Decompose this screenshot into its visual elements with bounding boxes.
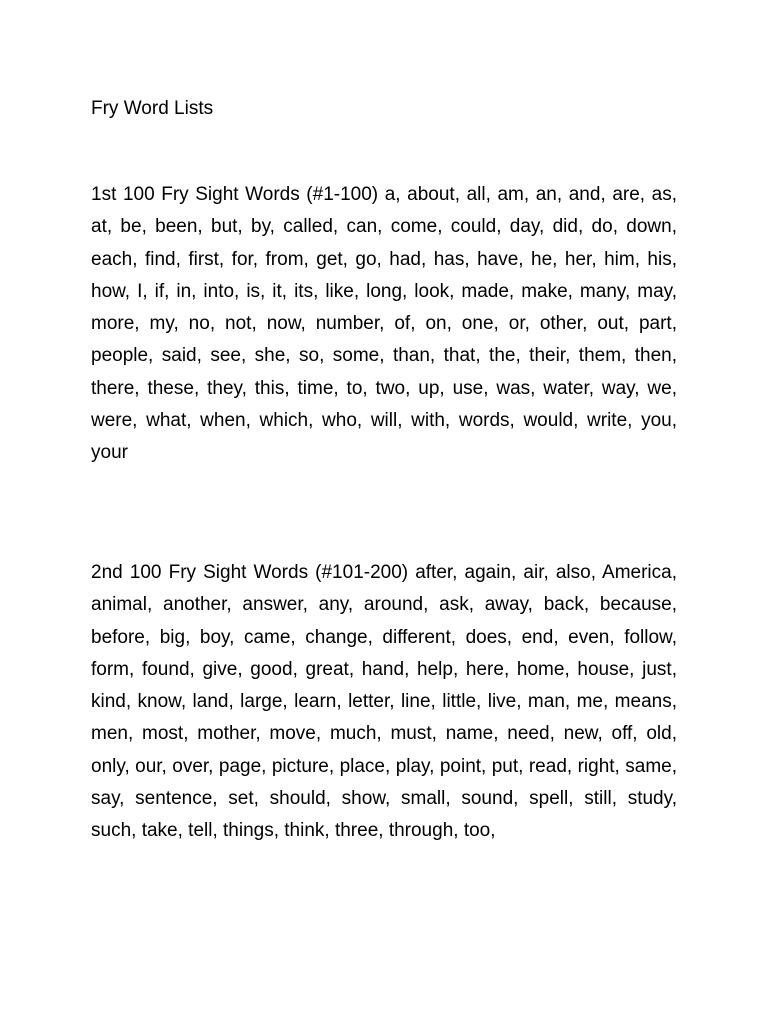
document-title: Fry Word Lists xyxy=(91,98,214,119)
fry-words-second-100-paragraph: 2nd 100 Fry Sight Words (#101-200) after, again, air, also, America, animal, another, answer, any, around, ask, away, back, because, before, big, boy, came, change, different, does, end, even, follow, form, found, give, good, great, hand, help, here, home, house, just, kind, know, land, large, learn, letter, line, little, live, man, me, means, men, most, mother, move, much, must, name, need, new, off, old, only, our, over, page, picture, place, play, point, put, read, right, same, say, sentence, set, should, show, small, sound, spell, still, study, such, take, tell, things, think, three, through, too, xyxy=(91,562,677,842)
fry-words-first-100-paragraph: 1st 100 Fry Sight Words (#1-100) a, about, all, am, an, and, are, as, at, be, been, but, by, called, can, come, could, day, did, do, down, each, find, first, for, from, get, go, had, has, have, he, her, him, his, how, I, if, in, into, is, it, its, like, long, look, made, make, many, may, more, my, no, not, now, number, of, on, one, or, other, out, part, people, said, see, she, so, some, than, that, the, their, them, then, there, these, they, this, time, to, two, up, use, was, water, way, we, were, what, when, which, who, will, with, words, would, write, you, your xyxy=(91,184,677,464)
